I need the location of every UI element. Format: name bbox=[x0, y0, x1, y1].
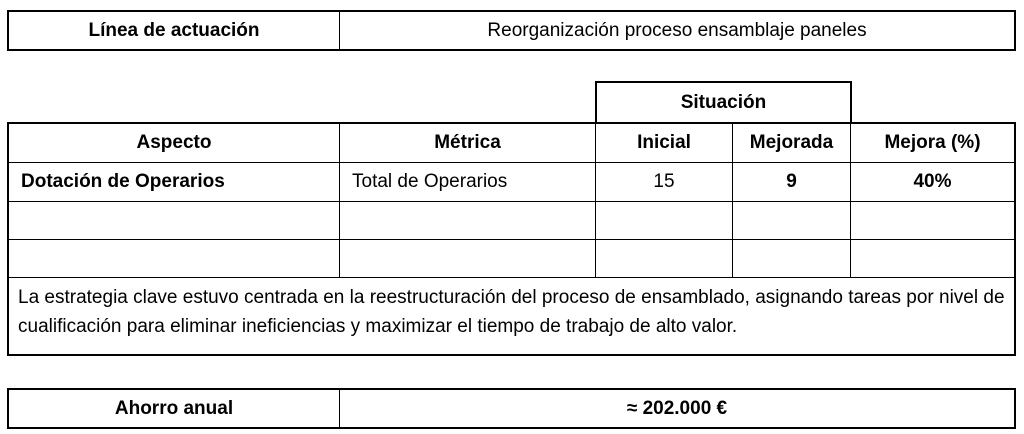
col-header-improved: Mejorada bbox=[749, 132, 834, 153]
col-header-improvement-pct: Mejora (%) bbox=[884, 132, 981, 153]
table-cell-aspect: Dotación de Operarios bbox=[21, 171, 225, 192]
situation-header: Situación bbox=[680, 91, 767, 113]
annual-savings-label: Ahorro anual bbox=[114, 397, 234, 419]
action-line-label: Línea de actuación bbox=[88, 19, 260, 41]
divider bbox=[8, 201, 1015, 202]
strategy-note: La estrategia clave estuvo centrada en la reestructuración del proceso de ensamblado, asignando tareas por nivel de cualificación para eliminar ineficiencias y maximizar el tiempo de trabajo de alto valor. bbox=[18, 287, 1005, 337]
col-header-initial: Inicial bbox=[637, 132, 691, 153]
annual-savings-value: ≈ 202.000 € bbox=[626, 397, 728, 419]
col-header-aspect: Aspecto bbox=[136, 132, 212, 153]
table-cell-metric: Total de Operarios bbox=[352, 171, 508, 192]
table-cell-improved: 9 bbox=[786, 171, 797, 192]
col-header-metric: Métrica bbox=[434, 132, 501, 153]
table-cell-improvement-pct: 40% bbox=[913, 171, 952, 192]
action-line-value: Reorganización proceso ensamblaje paneles bbox=[487, 19, 867, 41]
divider bbox=[8, 277, 1015, 278]
divider bbox=[8, 239, 1015, 240]
table-cell-initial: 15 bbox=[653, 171, 675, 192]
